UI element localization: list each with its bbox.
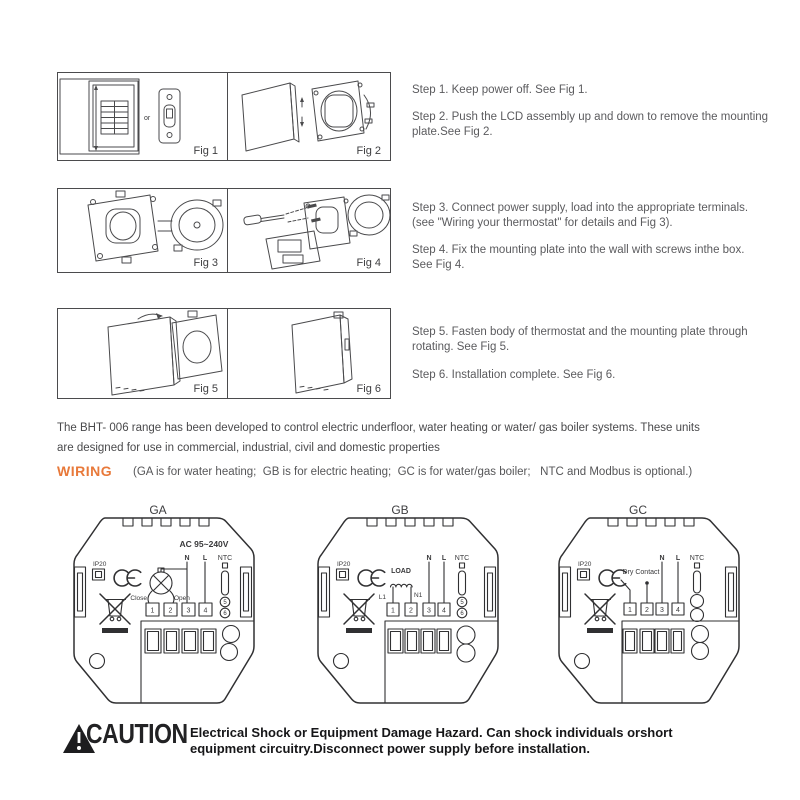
gb-load-coil-icon (391, 584, 413, 603)
step-5-text: Step 5. Fasten body of thermostat and the mounting plate through rotating. See Fig 5. (412, 326, 748, 353)
gc-supply-wires (662, 562, 678, 603)
fig3-label: Fig 3 (193, 257, 218, 269)
ga-terminal-5: 5 (223, 600, 227, 607)
gc-top-clips (608, 518, 694, 526)
gc-terminal-1: 1 (628, 607, 632, 614)
gb-ip-rating-label: IP20 (337, 561, 351, 568)
ga-top-clips (123, 518, 209, 526)
figure-4-cell (227, 189, 390, 272)
caution-message: Electrical Shock or Equipment Damage Hazard. Can shock individuals orshort equipment circuitry.Disconnect power supply before installation. (190, 725, 673, 756)
wiring-diagram-gb (305, 503, 505, 708)
gb-ntc-sensor-icon (457, 563, 467, 618)
ga-fixing-hole (90, 654, 105, 669)
ga-title: GA (149, 503, 167, 517)
gc-left-clip-inner (563, 573, 568, 611)
gc-l-label: L (675, 555, 681, 562)
figure-row-3 (57, 308, 391, 399)
ga-ntc-sensor-icon (220, 563, 230, 618)
weee-bin-icon (585, 594, 615, 633)
gb-housing-outline (318, 518, 498, 703)
ga-ip20-icon (93, 569, 105, 580)
gb-terminal-2: 2 (409, 607, 413, 615)
ga-left-clip (75, 567, 86, 617)
ga-screw-hole-bottom (221, 644, 238, 661)
ga-terminal-4: 4 (203, 607, 208, 615)
gc-ip20-icon-inner (581, 572, 587, 578)
ga-voltage-label: AC 95~240V (179, 539, 229, 549)
gc-title: GC (629, 503, 647, 517)
figure-6-cell (227, 309, 390, 398)
ga-ip20-icon-inner (96, 572, 102, 578)
ga-terminal-2: 2 (168, 607, 173, 615)
gc-terminal-2: 2 (645, 607, 649, 614)
ga-valve-actuator-icon (148, 568, 174, 603)
fig5-label: Fig 5 (193, 383, 218, 395)
gb-load-label: LOAD (391, 568, 411, 575)
gb-fixing-hole (334, 654, 349, 669)
gb-terminal-6: 6 (460, 611, 464, 618)
gc-ntc-label: NTC (689, 555, 705, 562)
fig4-label: Fig 4 (356, 257, 381, 269)
gb-divider-line (385, 621, 498, 703)
gb-left-clip (319, 567, 330, 617)
step-4-text: Step 4. Fix the mounting plate into the wall with screws inthe box. See Fig 4. (412, 244, 745, 271)
figure-row-1 (57, 72, 391, 161)
fig2-label: Fig 2 (356, 145, 381, 157)
step-6-text: Step 6. Installation complete. See Fig 6. (412, 369, 616, 381)
gc-terminal-4: 4 (676, 607, 680, 614)
wiring-diagram-ga (61, 503, 261, 708)
figure-row-2 (57, 188, 391, 273)
gc-terminal-block (624, 603, 684, 615)
gb-left-clip-inner (322, 573, 327, 611)
ga-terminal-block (146, 603, 212, 616)
gb-terminal-5: 5 (460, 600, 464, 607)
figure-5-cell (58, 309, 227, 398)
gb-ip20-icon (337, 569, 349, 580)
wiring-diagram-gc (546, 503, 746, 708)
gb-terminal-1: 1 (391, 607, 395, 615)
gc-ip20-icon (578, 569, 590, 580)
gb-right-clip (485, 567, 496, 617)
gc-screw-hole-top (692, 626, 709, 643)
gb-terminal-block (387, 603, 450, 616)
ce-mark-icon (114, 570, 141, 586)
ga-left-clip-inner (78, 573, 83, 611)
gc-screw-hole-bottom (692, 643, 709, 660)
gc-left-clip (560, 567, 571, 617)
gc-fixing-hole (575, 654, 590, 669)
step-1-text: Step 1. Keep power off. See Fig 1. (412, 84, 588, 96)
weee-bin-icon (100, 594, 130, 633)
ga-open-label: Open (174, 595, 190, 602)
gc-housing-outline (559, 518, 739, 703)
ga-terminal-3: 3 (186, 607, 191, 615)
intro-paragraph: The BHT- 006 range has been developed to control electric underfloor, water heating or water/ gas boiler systems. These units are designed for use in commercial, industrial, civil and domestic properties (57, 422, 700, 454)
gb-ntc-label: NTC (454, 555, 470, 562)
figure-2-cell (227, 73, 390, 160)
gc-ntc-sensor-icon (691, 563, 704, 622)
gb-connector-slots (388, 629, 451, 653)
gb-terminal-4: 4 (442, 607, 446, 615)
gc-right-clip (726, 567, 737, 617)
step-2-text: Step 2. Push the LCD assembly up and down to remove the mounting plate.See Fig 2. (412, 111, 769, 138)
ga-terminal-1: 1 (150, 607, 155, 615)
fig1-label: Fig 1 (193, 145, 218, 157)
gc-right-clip-inner (729, 573, 734, 611)
gc-connector-slots (623, 629, 684, 653)
ga-ntc-label: NTC (217, 555, 233, 562)
weee-bin-icon (344, 594, 374, 633)
gc-ip-rating-label: IP20 (578, 561, 592, 568)
gb-terminal-3: 3 (427, 607, 431, 615)
gb-supply-wires (429, 562, 444, 603)
gc-dry-contact-label: Dry Contact (622, 569, 660, 576)
caution-label: CAUTION (86, 718, 188, 749)
ga-ip-rating-label: IP20 (93, 561, 107, 568)
step-3-text: Step 3. Connect power supply, load into the appropriate terminals. (see "Wiring your thermostat" for details and Fig 3). (412, 202, 749, 229)
figure-3-cell (58, 189, 227, 272)
gb-title: GB (391, 503, 409, 517)
gb-l1-label: L1 (378, 594, 386, 601)
wiring-section-heading: WIRING (57, 463, 113, 479)
ga-screw-hole-top (223, 626, 240, 643)
figure-1-cell (58, 73, 227, 160)
fig1-or-label: or (144, 115, 151, 122)
gb-right-clip-inner (488, 573, 493, 611)
gb-top-clips (367, 518, 453, 526)
ga-close-label: Close (130, 595, 147, 602)
gb-ip20-icon-inner (340, 572, 346, 578)
gb-l-label: L (441, 555, 447, 562)
fig6-label: Fig 6 (356, 383, 381, 395)
ga-right-clip-inner (244, 573, 249, 611)
ga-terminal-6: 6 (223, 611, 227, 618)
gb-screw-hole-bottom (457, 644, 475, 662)
ga-l-label: L (202, 555, 208, 562)
gc-n-label: N (659, 555, 665, 562)
ga-connector-slots (145, 629, 216, 653)
ga-right-clip (241, 567, 252, 617)
wiring-section-note: (GA is for water heating; GB is for electric heating; GC is for water/gas boiler; NTC and Modbus is optional.) (133, 466, 693, 478)
gb-n-label: N (426, 555, 432, 562)
gc-terminal-3: 3 (660, 607, 664, 614)
ga-n-label: N (184, 555, 190, 562)
ce-mark-icon (358, 570, 385, 586)
gb-screw-hole-top (457, 626, 475, 644)
gb-n1-label: N1 (414, 592, 423, 599)
